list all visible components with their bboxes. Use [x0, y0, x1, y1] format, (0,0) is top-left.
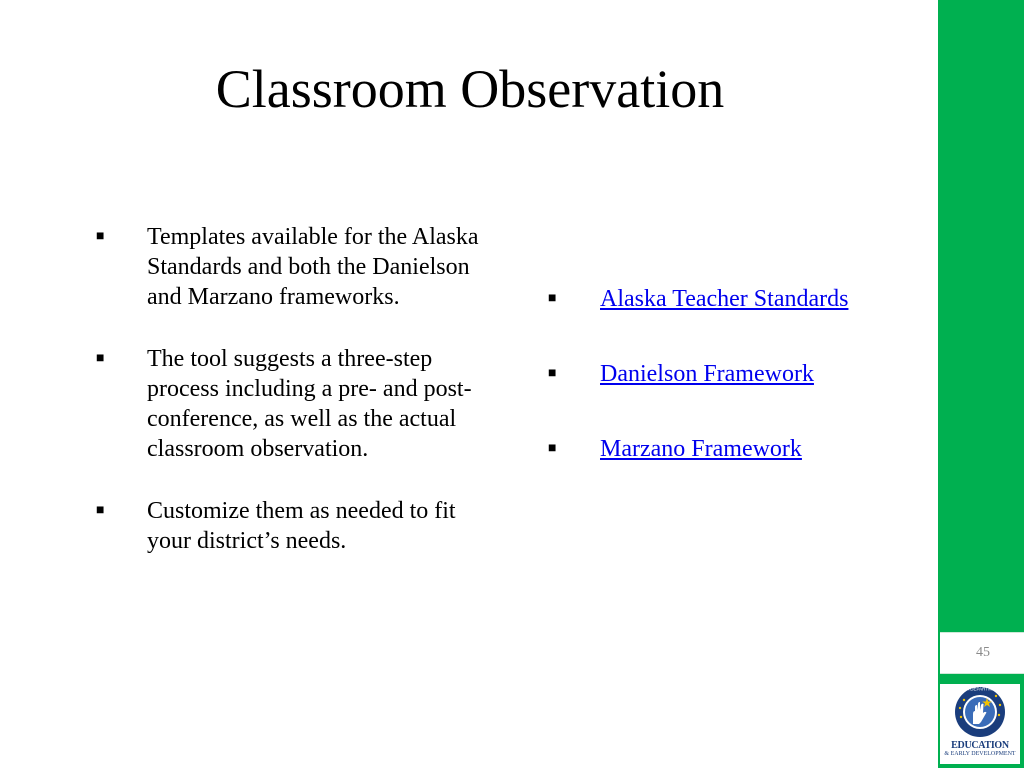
link-list — [548, 284, 928, 509]
bullet-text: Templates available for the Alaska Standards and both the Danielson and Marzano frameworks. — [147, 224, 479, 310]
square-bullet-icon: ■ — [548, 291, 557, 306]
marzano-framework-link[interactable]: Marzano Framework — [600, 436, 802, 462]
page-number-box — [940, 632, 1024, 674]
alaska-teacher-standards-link[interactable]: Alaska Teacher Standards — [600, 286, 849, 312]
bullet-text: The tool suggests a three-step process including a pre- and post-conference, as well as the actual classroom observation. — [147, 346, 472, 462]
bullet-item — [96, 222, 496, 312]
link-item — [548, 284, 928, 314]
link-item — [548, 359, 928, 389]
square-bullet-icon: ■ — [96, 351, 105, 366]
bullet-list — [96, 222, 496, 588]
svg-text:ALASKA DEPARTMENT OF: ALASKA DEPARTMENT OF — [951, 686, 1009, 692]
square-bullet-icon: ■ — [96, 229, 105, 244]
danielson-framework-link[interactable]: Danielson Framework — [600, 361, 814, 387]
slide-title: Classroom Observation — [215, 59, 725, 119]
logo-subtitle: & EARLY DEVELOPMENT — [944, 751, 1016, 757]
logo-name: EDUCATION — [951, 740, 1009, 751]
link-item — [548, 434, 928, 464]
square-bullet-icon: ■ — [548, 366, 557, 381]
bullet-text: Customize them as needed to fit your district’s needs. — [147, 498, 456, 554]
square-bullet-icon: ■ — [96, 503, 105, 518]
bullet-item — [96, 344, 496, 464]
department-logo — [940, 684, 1020, 764]
page-number: 45 — [976, 645, 990, 660]
square-bullet-icon: ■ — [548, 441, 557, 456]
bullet-item — [96, 496, 496, 556]
